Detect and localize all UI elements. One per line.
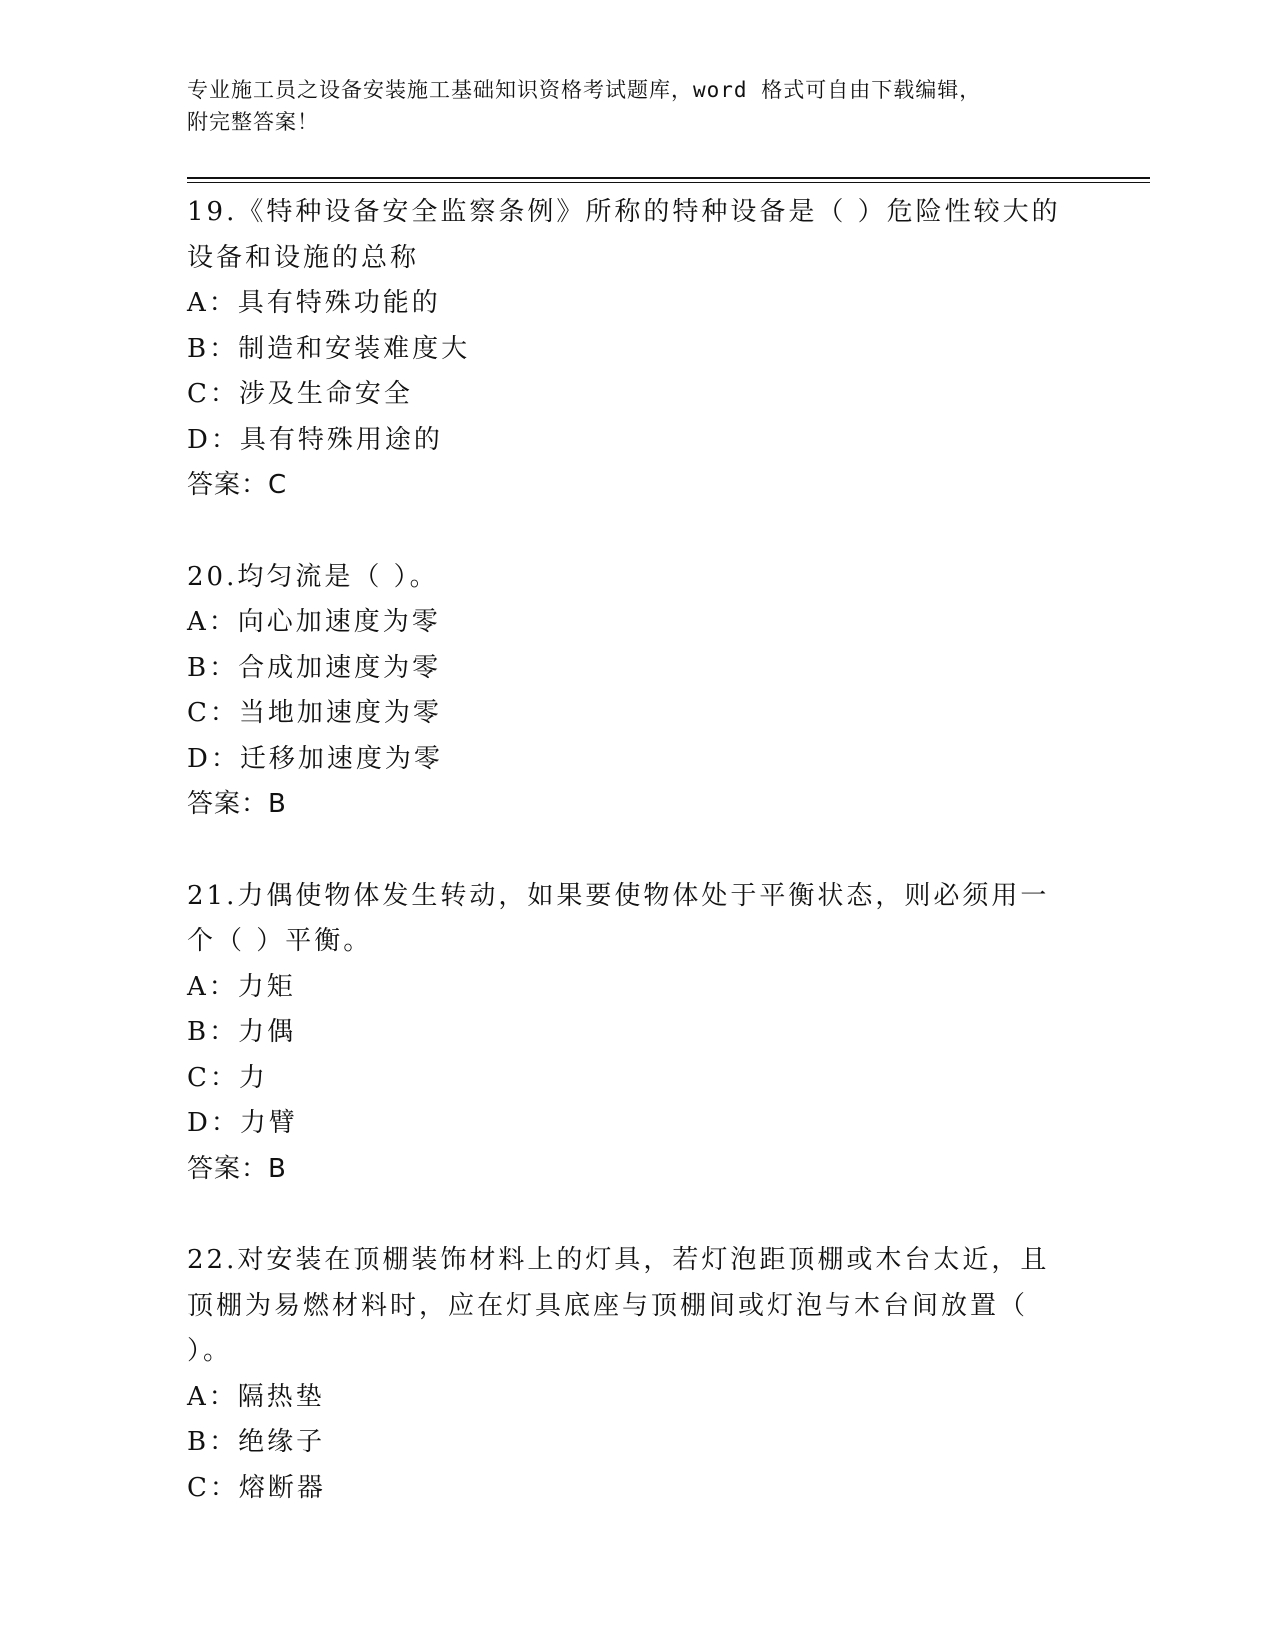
- option-d: D：具有特殊用途的: [187, 424, 443, 455]
- option-a: A：具有特殊功能的: [187, 288, 441, 318]
- option-b: B：合成加速度为零: [187, 652, 442, 683]
- question-text: 22.对安装在顶棚装饰材料上的灯具，若灯泡距顶棚或木台太近，且顶棚为易燃材料时，应在灯具底座与顶棚间或灯泡与木台间放置（ ）。: [187, 1245, 1050, 1366]
- question-22: [187, 1238, 1087, 1511]
- option-d: D：力臂: [187, 1108, 298, 1138]
- answer-line: 答案：B: [187, 1153, 287, 1184]
- option-c: C：熔断器: [187, 1472, 326, 1503]
- option-a: A：向心加速度为零: [187, 607, 441, 637]
- option-b: B：力偶: [187, 1017, 297, 1047]
- option-a: A：力矩: [187, 971, 296, 1002]
- header-line-2: 附完整答案！: [187, 110, 319, 134]
- option-c: C：涉及生命安全: [187, 379, 413, 409]
- option-a: A：隔热垫: [187, 1381, 325, 1412]
- option-c: C：当地加速度为零: [187, 698, 442, 728]
- question-text: 19.《特种设备安全监察条例》所称的特种设备是（ ）危险性较大的设备和设施的总称: [187, 197, 1061, 273]
- option-d: D：迁移加速度为零: [187, 743, 443, 774]
- answer-line: 答案：B: [187, 789, 287, 819]
- question-text: 20.均匀流是（ ）。: [187, 561, 439, 592]
- question-list: [187, 190, 1087, 1557]
- header-divider-thick: [187, 177, 1150, 179]
- option-b: B：制造和安装难度大: [187, 333, 471, 364]
- question-21: [187, 874, 1087, 1193]
- option-b: B：绝缘子: [187, 1427, 326, 1457]
- option-c: C：力: [187, 1062, 268, 1093]
- question-19: [187, 190, 1087, 509]
- header-line-1: 专业施工员之设备安装施工基础知识资格考试题库，word 格式可自由下载编辑，: [187, 78, 982, 102]
- answer-line: 答案：C: [187, 470, 288, 500]
- question-20: [187, 555, 1087, 828]
- question-text: 21.力偶使物体发生转动，如果要使物体处于平衡状态，则必须用一个（ ）平衡。: [187, 880, 1050, 956]
- document-header: [187, 74, 1087, 138]
- header-divider-thin: [187, 182, 1150, 183]
